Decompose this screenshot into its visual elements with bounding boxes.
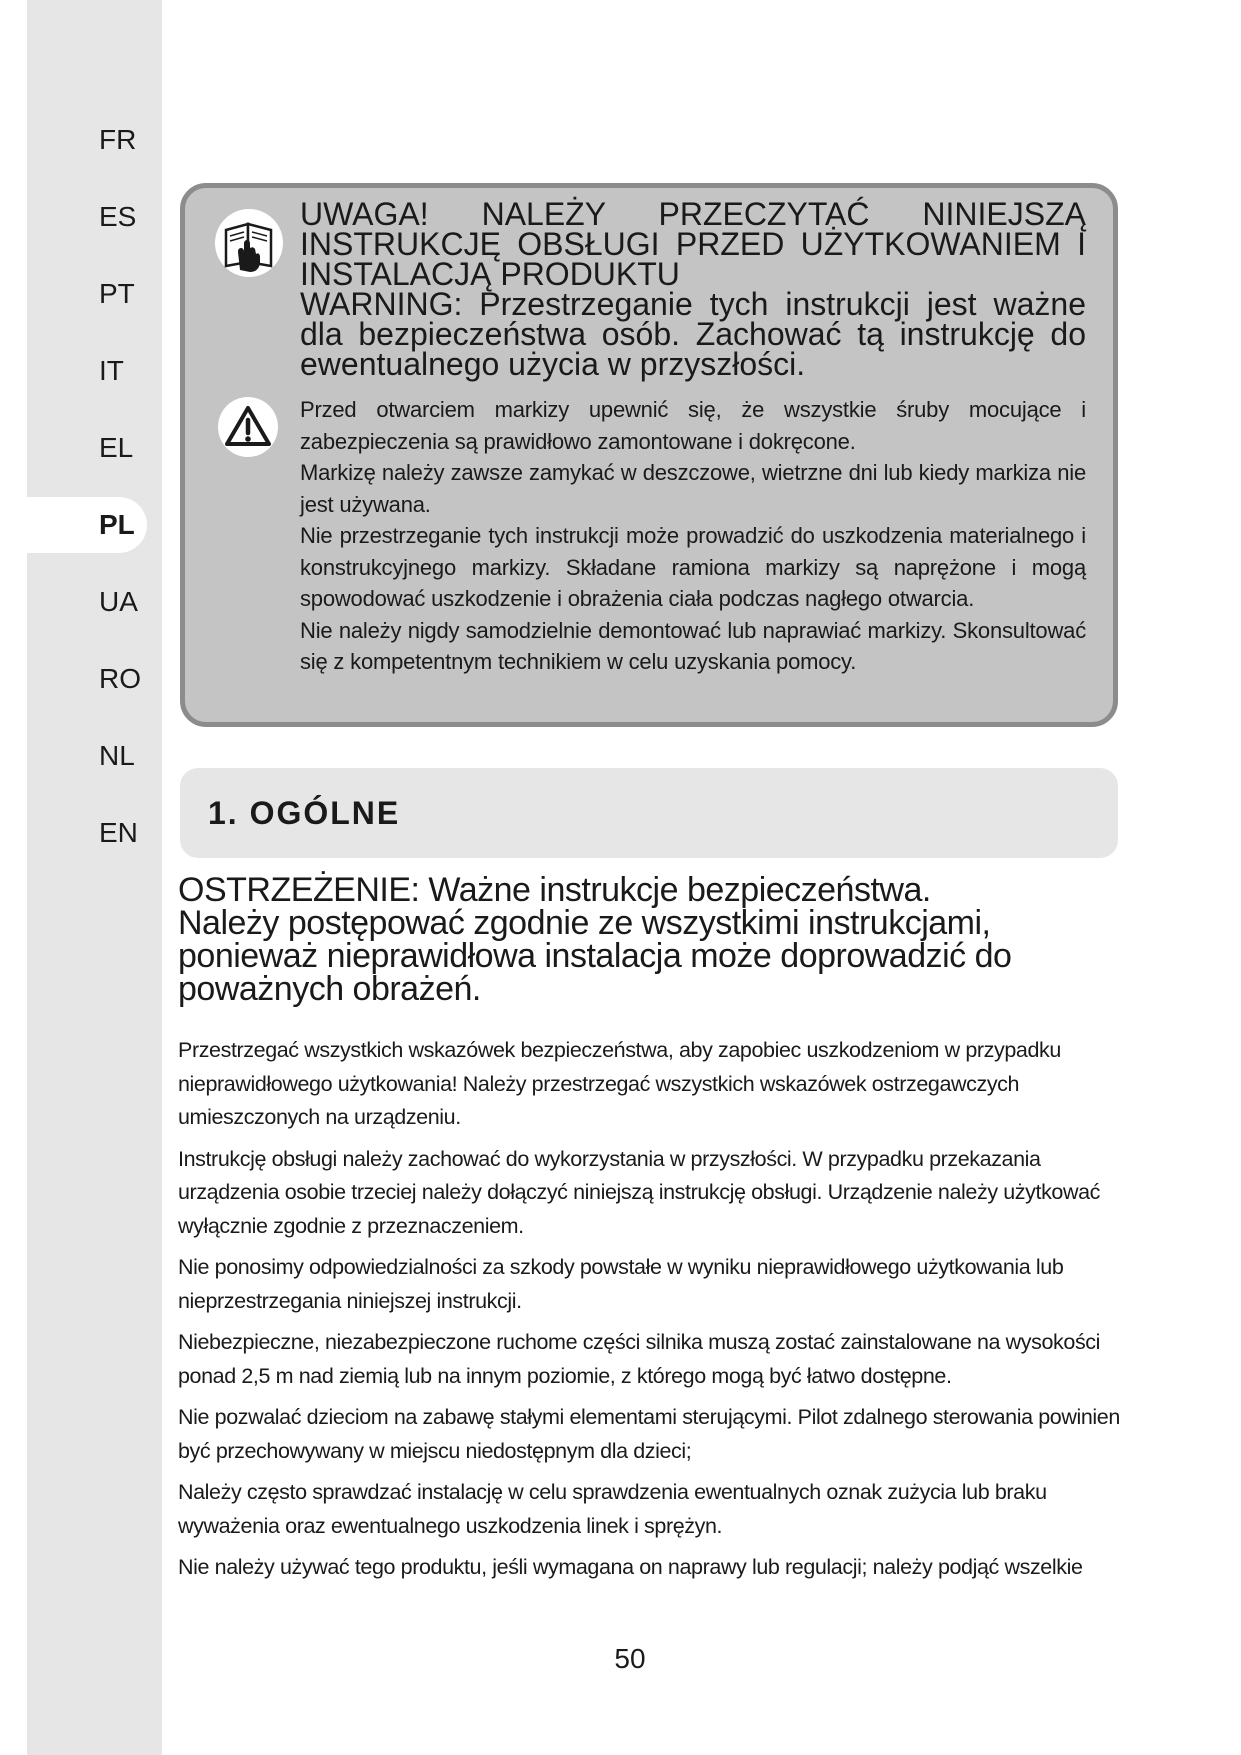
section-title: 1. OGÓLNE	[208, 795, 401, 831]
warning-paragraph: Nie przestrzeganie tych instrukcji może prowadzić do uszkodzenia materialnego i konstrukcyjnego markizy. Składane ramiona markizy są naprężone i mogą spowodować uszkodzenie i obrażenia ciała podczas nagłego otwarcia.	[300, 523, 1086, 611]
body-paragraph: Przestrzegać wszystkich wskazówek bezpieczeństwa, aby zapobiec uszkodzeniom w przypadku nieprawidłowego użytkowania! Należy przestrzegać wszystkich wskazówek ostrzegawczych umieszczonych na urządzeniu.	[178, 1038, 1061, 1129]
warning-heading	[300, 196, 1086, 382]
body-paragraph: Instrukcję obsługi należy zachować do wykorzystania w przyszłości. W przypadku przekazania urządzenia osobie trzeciej należy dołączyć niniejszą instrukcję obsługi. Urządzenie należy użytkować wyłącznie zgodnie z przeznaczeniem.	[178, 1146, 1101, 1238]
body-paragraph: Nie ponosimy odpowiedzialności za szkody powstałe w wyniku nieprawidłowego użytkowania lub nieprzestrzegania niniejszej instrukcji.	[178, 1255, 1064, 1313]
warning-paragraph: Markizę należy zawsze zamykać w deszczowe, wietrzne dni lub kiedy markiza nie jest używana.	[300, 460, 1086, 517]
lang-tab-el[interactable]: EL	[99, 432, 134, 463]
lang-tab-en[interactable]: EN	[99, 817, 138, 848]
page-number: 50	[614, 1643, 646, 1674]
warning-paragraph: Nie należy nigdy samodzielnie demontować lub naprawiać markizy. Skonsultować się z kompetentnym technikiem w celu uzyskania pomocy.	[300, 617, 1086, 674]
warning-heading-warning: WARNING: Przestrzeganie tych instrukcji jest ważne dla bezpieczeństwa osób. Zachować tą instrukcję do ewentualnego użycia w przyszłości.	[300, 286, 1086, 382]
body-paragraph: Niebezpieczne, niezabezpieczone ruchome części silnika muszą zostać zainstalowane na wysokości ponad 2,5 m nad ziemią lub na innym poziomie, z którego mogą być łatwo dostępne.	[178, 1330, 1101, 1388]
section-header	[180, 768, 1118, 858]
main-warning-text: Należy postępować zgodnie ze wszystkimi instrukcjami, ponieważ nieprawidłowa instalacja może doprowadzić do poważnych obrażeń.	[178, 904, 1012, 1008]
language-sidebar	[27, 0, 162, 1755]
lang-tab-nl[interactable]: NL	[99, 740, 135, 771]
warning-paragraph: Przed otwarciem markizy upewnić się, że wszystkie śruby mocujące i zabezpieczenia są prawidłowo zamontowane i dokręcone.	[300, 397, 1086, 454]
main-warning-title: OSTRZEŻENIE: Ważne instrukcje bezpieczeństwa.	[178, 871, 931, 909]
body-paragraph: Nie należy używać tego produktu, jeśli wymagana on naprawy lub regulacji; należy podjąć wszelkie	[178, 1555, 1083, 1579]
warning-triangle-icon	[217, 396, 279, 458]
warning-heading-uwaga: UWAGA! NALEŻY PRZECZYTAĆ NINIEJSZĄ INSTRUKCJĘ OBSŁUGI PRZED UŻYTKOWANIEM I INSTALACJĄ PRODUKTU	[300, 196, 1086, 292]
main-safety-warning	[178, 871, 1120, 1008]
lang-tab-ro[interactable]: RO	[99, 663, 141, 694]
lang-tab-it[interactable]: IT	[99, 355, 124, 386]
lang-tab-pt[interactable]: PT	[99, 278, 135, 309]
lang-tab-pl[interactable]: PL	[27, 497, 147, 553]
lang-tab-fr[interactable]: FR	[99, 124, 137, 155]
body-paragraph: Nie pozwalać dzieciom na zabawę stałymi elementami sterującymi. Pilot zdalnego sterowania powinien być przechowywany w miejscu niedostępnym dla dzieci;	[178, 1405, 1120, 1463]
body-paragraph: Należy często sprawdzać instalację w celu sprawdzenia ewentualnych oznak zużycia lub braku wyważenia oraz ewentualnego uszkodzenia linek i sprężyn.	[178, 1480, 1047, 1538]
lang-tab-es[interactable]: ES	[99, 201, 137, 232]
body-text	[178, 1034, 1123, 1593]
lang-tab-ua[interactable]: UA	[99, 586, 138, 617]
safety-warning-box	[180, 183, 1118, 727]
warning-body	[300, 394, 1086, 678]
read-manual-icon	[214, 208, 284, 278]
